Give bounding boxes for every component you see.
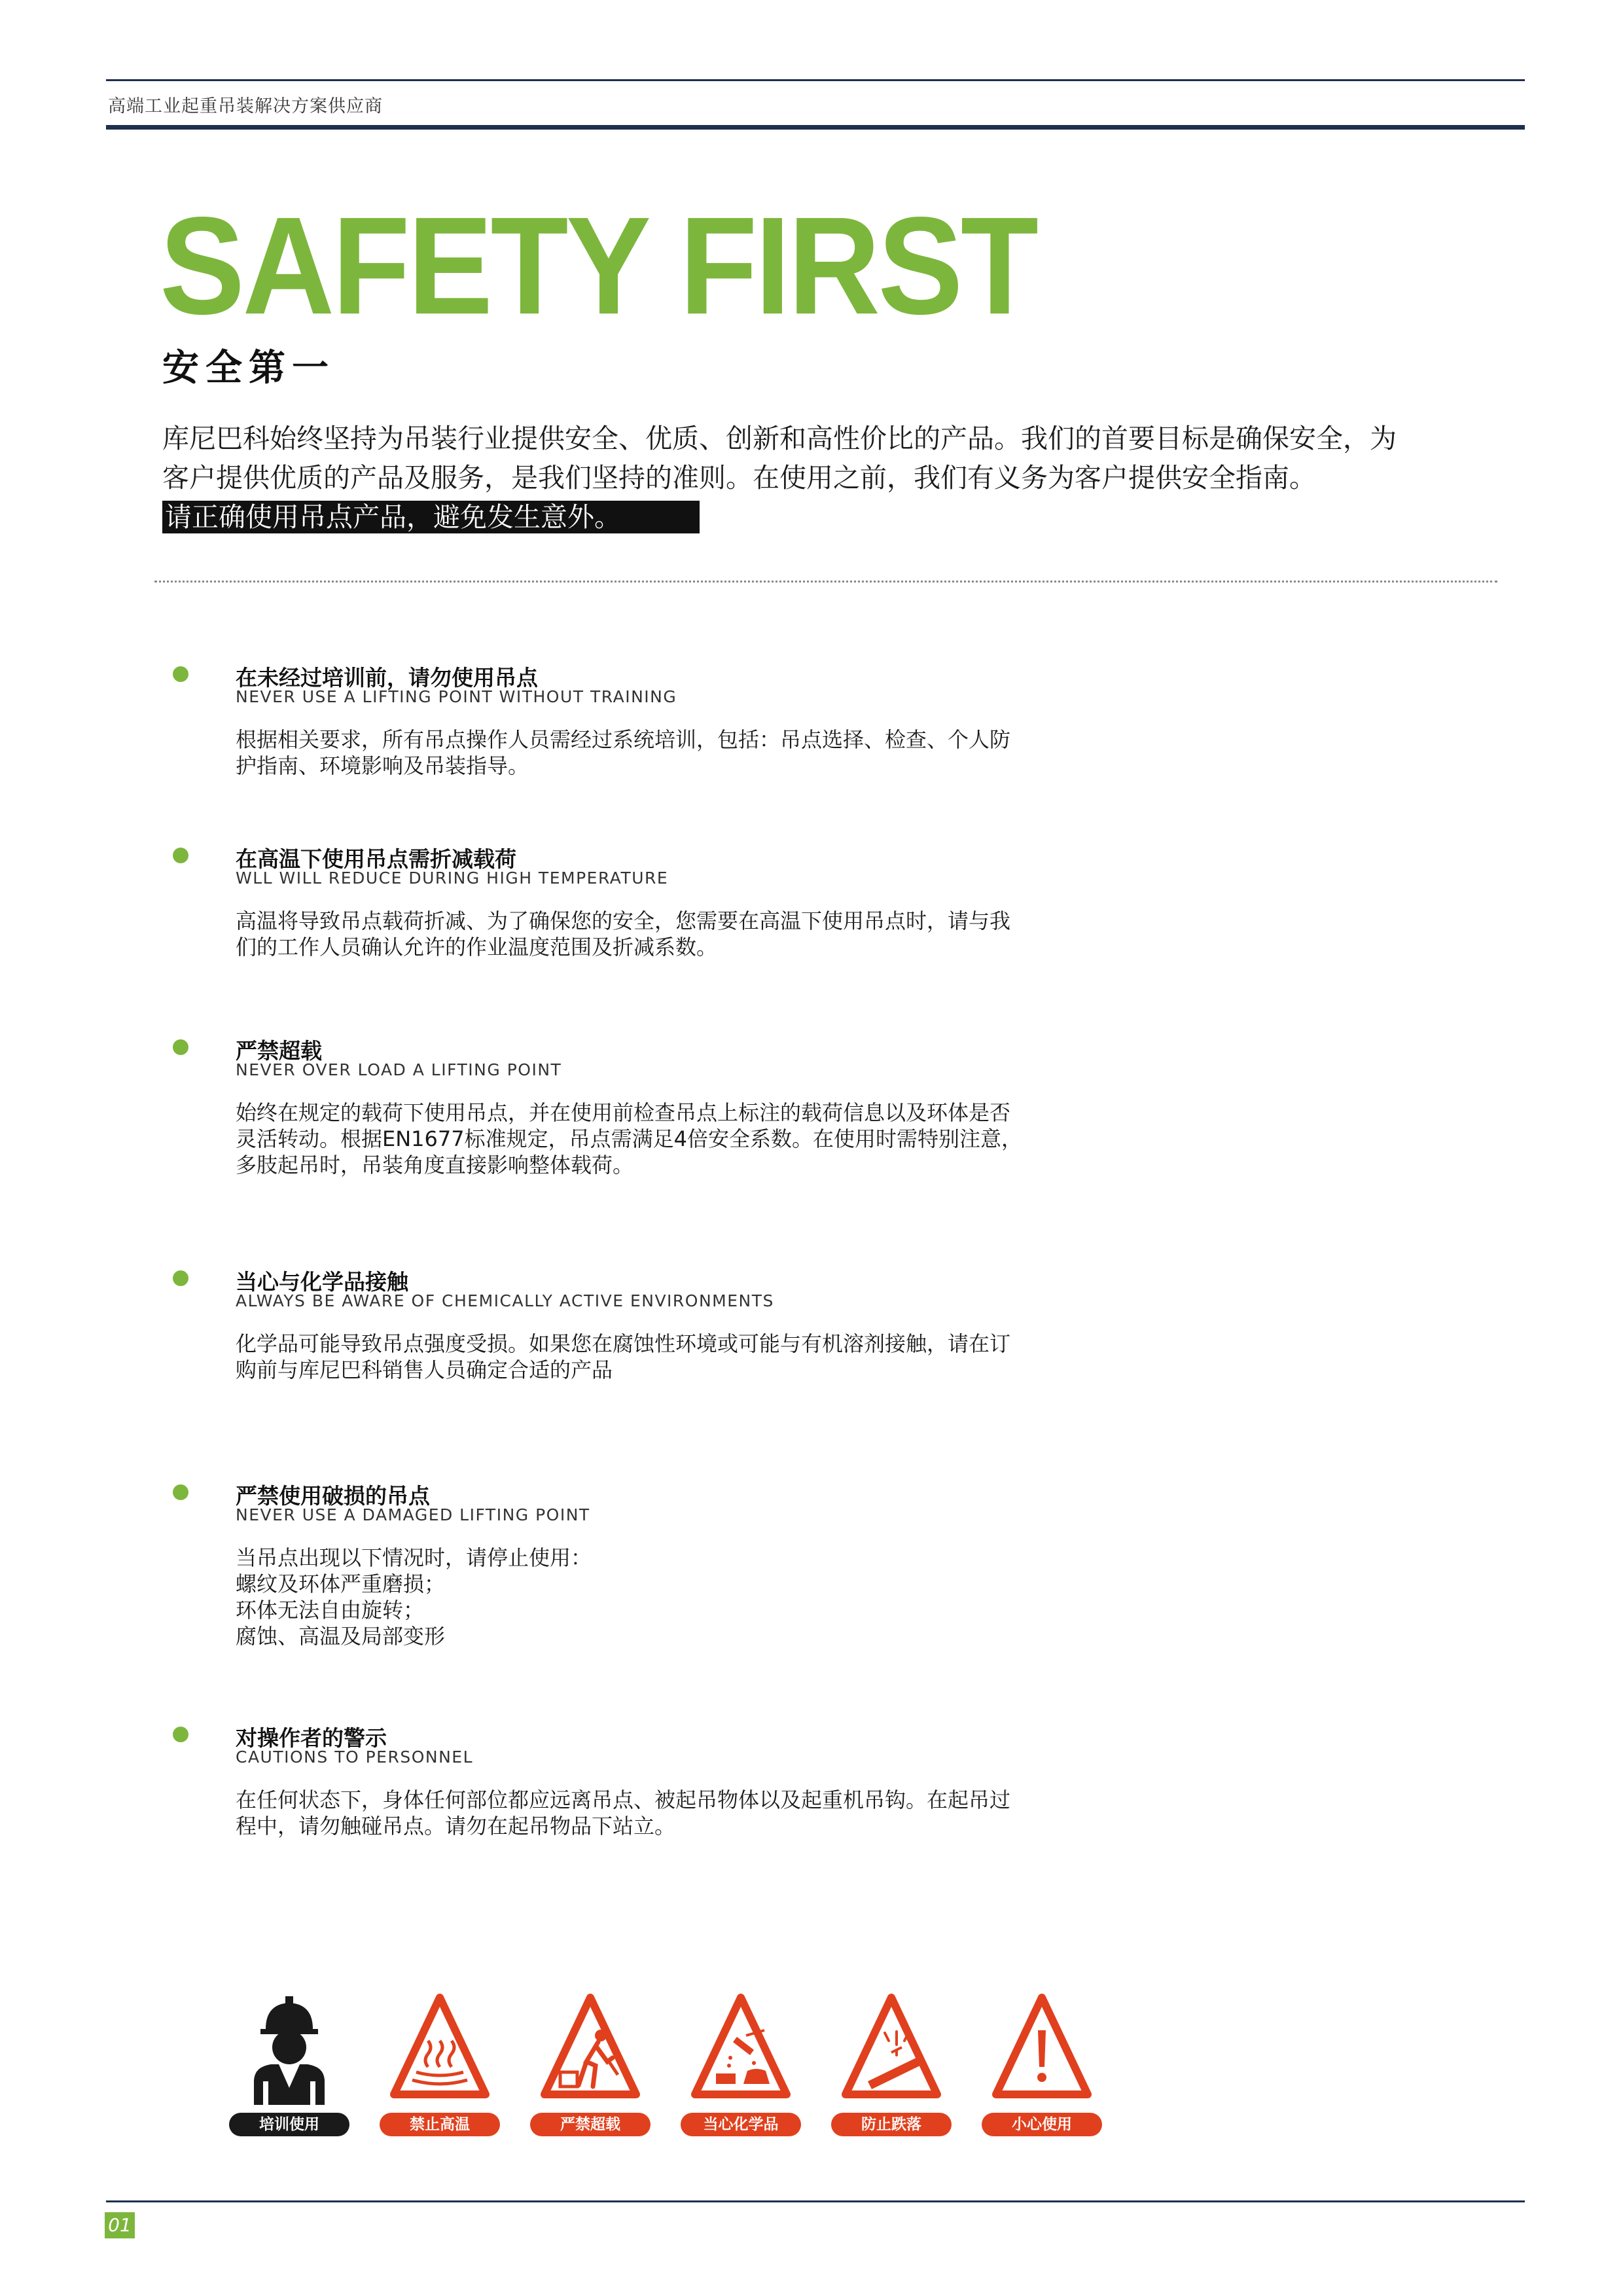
item-body [236,726,1106,779]
item-body-line: 多肢起吊时，吊装角度直接影响整体载荷。 [236,1153,634,1177]
intro-line: 客户提供优质的产品及服务，是我们坚持的准则。在使用之前，我们有义务为客户提供安全指南。 [162,462,1316,493]
item-title: 当心与化学品接触 [236,1269,408,1295]
item-body-line: 在任何状态下，身体任何部位都应远离吊点、被起吊物体以及起重机吊钩。在起吊过 [236,1787,1011,1812]
item-body-line: 当吊点出现以下情况时，请停止使用： [236,1545,592,1570]
item-body-line: 灵活转动。根据EN1677标准规定，吊点需满足4倍安全系数。在使用时需特别注意， [236,1126,1022,1151]
icon-label-falling-object: 防止跌落 [831,2113,952,2136]
item-body-line: 购前与库尼巴科销售人员确定合适的产品 [236,1357,613,1382]
header-rule-top [106,79,1525,81]
item-body-line: 环体无法自由旋转； [236,1598,425,1623]
worker-icon [240,1990,339,2108]
item-body-line: 高温将导致吊点载荷折减、为了确保您的安全，您需要在高温下使用吊点时，请与我 [236,908,1011,933]
chemical-icon [691,1990,791,2108]
page-number: 01 [105,2212,135,2238]
item-subtitle-en: CAUTIONS TO PERSONNEL [236,1748,474,1767]
intro-line: 库尼巴科始终坚持为吊装行业提供安全、优质、创新和高性价比的产品。我们的首要目标是确保安全，为 [162,423,1397,454]
bullet-icon [173,1039,188,1055]
item-title: 在高温下使用吊点需折减载荷 [236,846,516,872]
header-tagline: 高端工业起重吊装解决方案供应商 [108,96,383,117]
item-body [236,908,1106,960]
item-title: 在未经过培训前，请勿使用吊点 [236,665,538,691]
item-subtitle-en: ALWAYS BE AWARE OF CHEMICALLY ACTIVE ENVIRONMENTS [236,1291,774,1310]
item-body-line: 程中，请勿触碰吊点。请勿在起吊物品下站立。 [236,1814,676,1839]
falling-object-icon [842,1990,941,2108]
icon-label-training: 培训使用 [229,2113,349,2136]
bullet-icon [173,848,188,863]
icon-cell-high-temperature [380,1990,500,2134]
item-subtitle-en: NEVER USE A DAMAGED LIFTING POINT [236,1505,590,1524]
item-title: 严禁超载 [236,1038,322,1064]
item-subtitle-en: WLL WILL REDUCE DURING HIGH TEMPERATURE [236,869,669,888]
bullet-icon [173,1270,188,1286]
icon-label-high-temperature: 禁止高温 [380,2113,500,2136]
icon-cell-falling-object [831,1990,952,2134]
header-rule-bottom [106,125,1525,130]
icon-label-overload: 严禁超载 [530,2113,651,2136]
item-body-line: 始终在规定的载荷下使用吊点，并在使用前检查吊点上标注的载荷信息以及环体是否 [236,1100,1011,1125]
section-divider [154,581,1497,583]
intro-paragraph [162,419,1510,537]
bullet-icon [173,1484,188,1500]
bullet-icon [173,1727,188,1742]
bullet-icon [173,666,188,682]
item-title: 对操作者的警示 [236,1725,387,1751]
icon-label-chemical: 当心化学品 [681,2113,801,2136]
page-subtitle: 安全第一 [162,347,335,389]
icon-cell-chemical [681,1990,801,2134]
item-body-line: 护指南、环境影响及吊装指导。 [236,753,529,778]
item-body [236,1787,1106,1839]
intro-highlight: 请正确使用吊点产品，避免发生意外。 [162,501,700,533]
item-body [236,1545,1106,1649]
high-temperature-icon [390,1990,490,2108]
item-body [236,1331,1106,1383]
caution-icon [992,1990,1092,2108]
icon-label-caution: 小心使用 [982,2113,1102,2136]
item-body-line: 螺纹及环体严重磨损； [236,1571,446,1596]
item-body-line: 化学品可能导致吊点强度受损。如果您在腐蚀性环境或可能与有机溶剂接触，请在订 [236,1331,1011,1356]
footer-rule [106,2200,1525,2202]
icon-cell-training [229,1990,349,2134]
item-body [236,1100,1106,1178]
item-body-line: 们的工作人员确认允许的作业温度范围及折减系数。 [236,935,718,960]
item-subtitle-en: NEVER OVER LOAD A LIFTING POINT [236,1060,562,1079]
warning-icons-row [229,1990,1145,2147]
overload-icon [541,1990,640,2108]
item-subtitle-en: NEVER USE A LIFTING POINT WITHOUT TRAINING [236,687,677,706]
icon-cell-caution [982,1990,1102,2134]
item-title: 严禁使用破损的吊点 [236,1483,430,1509]
page-title: SAFETY FIRST [160,188,1037,343]
icon-cell-overload [530,1990,651,2134]
item-body-line: 腐蚀、高温及局部变形 [236,1624,446,1649]
item-body-line: 根据相关要求，所有吊点操作人员需经过系统培训，包括：吊点选择、检查、个人防 [236,727,1011,752]
